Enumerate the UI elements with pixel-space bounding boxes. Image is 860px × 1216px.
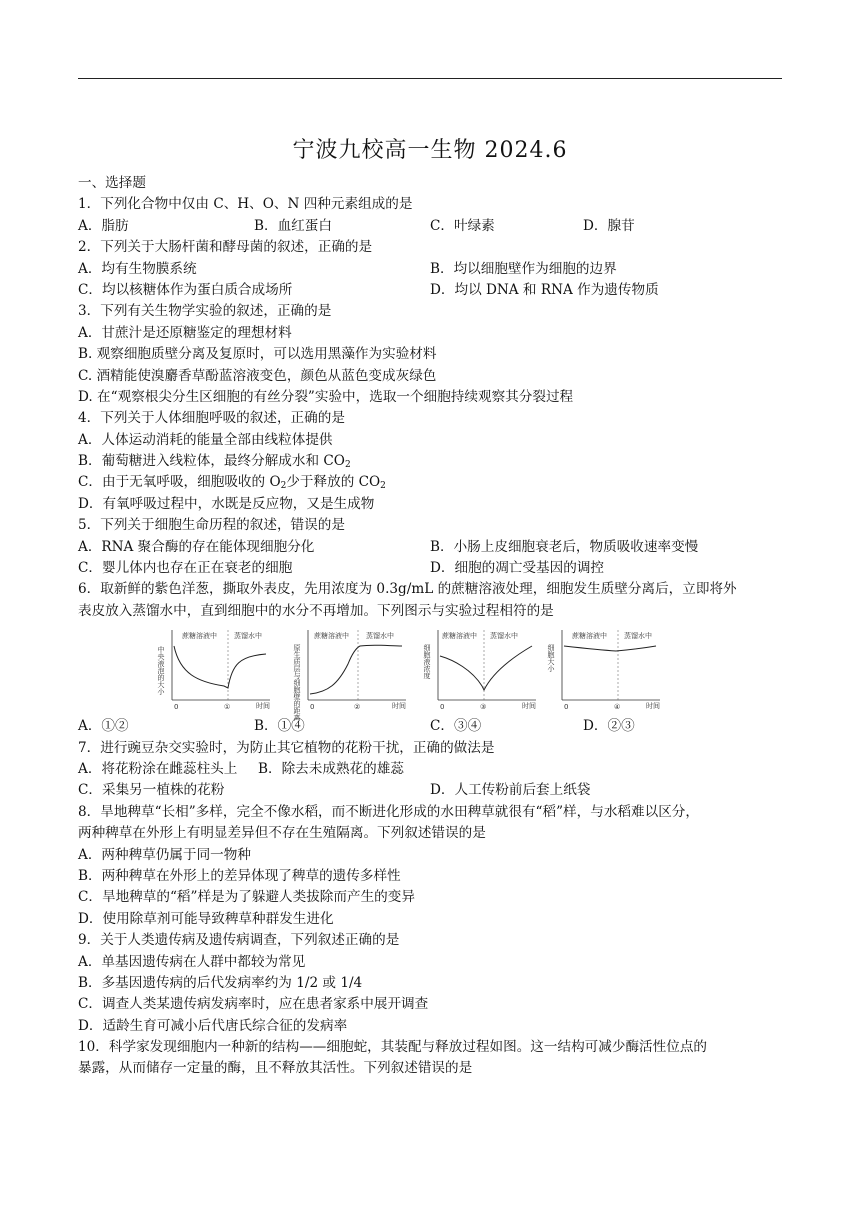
q2-option-d[interactable]: D．均以 DNA 和 RNA 作为遗传物质 (430, 281, 659, 298)
q6-option-a[interactable]: A．①② (78, 718, 129, 735)
q6-stem-line2: 表皮放入蒸馏水中，直到细胞中的水分不再增加。下列图示与实验过程相符的是 (78, 602, 554, 619)
q6-g4-seg1: 蔗糖溶液中 (572, 632, 607, 641)
q6-g4-xlabel: 时间 (646, 702, 660, 711)
page-title: 宁波九校高一生物 2024.6 (292, 138, 568, 163)
q1-option-b[interactable]: B．血红蛋白 (254, 217, 332, 234)
q10-stem-line1: 10．科学家发现细胞内一种新的结构——细胞蛇，其装配与释放过程如图。这一结构可减少酶活性位点的 (78, 1039, 708, 1056)
q6-graph-3-svg (424, 624, 542, 714)
q1-stem: 1．下列化合物中仅由 C、H、O、N 四种元素组成的是 (78, 196, 413, 213)
q2-option-a[interactable]: A．均有生物膜系统 (78, 260, 197, 277)
q4-option-b-sub: 2 (344, 460, 351, 471)
top-rule (78, 78, 782, 79)
q8-option-c[interactable]: C．旱地稗草的“稻”样是为了躲避人类拔除而产生的变异 (78, 889, 415, 906)
q8-option-d[interactable]: D．使用除草剂可能导致稗草种群发生进化 (78, 910, 334, 927)
q8-option-b[interactable]: B．两种稗草在外形上的差异体现了稗草的遗传多样性 (78, 867, 401, 884)
q6-g3-num: ③ (480, 703, 487, 712)
q2-option-b[interactable]: B．均以细胞壁作为细胞的边界 (430, 260, 617, 277)
q3-option-c[interactable]: C. 酒精能使溴麝香草酚蓝溶液变色，颜色从蓝色变成灰绿色 (78, 367, 437, 384)
q4-stem: 4．下列关于人体细胞呼吸的叙述，正确的是 (78, 410, 345, 427)
q6-g4-seg2: 蒸馏水中 (624, 632, 652, 641)
q1-option-a[interactable]: A．脂肪 (78, 217, 129, 234)
q4-option-a[interactable]: A．人体运动消耗的能量全部由线粒体提供 (78, 431, 333, 448)
q3-option-a[interactable]: A．甘蔗汁是还原糖鉴定的理想材料 (78, 324, 292, 341)
q10-stem-line2: 暴露，从而储存一定量的酶，且不释放其活性。下列叙述错误的是 (78, 1060, 473, 1077)
q4-option-d[interactable]: D．有氧呼吸过程中，水既是反应物，又是生成物 (78, 495, 375, 512)
q7-option-d[interactable]: D．人工传粉前后套上纸袋 (430, 782, 591, 799)
q6-g1-seg1: 蔗糖溶液中 (182, 632, 217, 641)
q7-stem: 7．进行豌豆杂交实验时，为防止其它植物的花粉干扰，正确的做法是 (78, 739, 495, 756)
q6-options (78, 716, 784, 737)
q6-g1-origin: 0 (174, 703, 179, 712)
q6-graph-4-svg (548, 624, 666, 714)
q9-option-c[interactable]: C．调查人类某遗传病发病率时，应在患者家系中展开调查 (78, 996, 429, 1013)
q6-g4-ylabel: 细胞大小 (547, 644, 555, 673)
q6-graph-1-svg (158, 624, 276, 714)
q1-options (78, 216, 784, 237)
q9-option-d[interactable]: D．适龄生育可减小后代唐氏综合征的发病率 (78, 1017, 348, 1034)
section-heading: 一、选择题 (78, 175, 146, 191)
q7-option-b[interactable]: B．除去未成熟花的雄蕊 (258, 760, 404, 777)
q5-option-d[interactable]: D．细胞的凋亡受基因的调控 (430, 560, 605, 577)
q3-option-d[interactable]: D. 在“观察根尖分生区细胞的有丝分裂”实验中，选取一个细胞持续观察其分裂过程 (78, 388, 574, 405)
q4-option-b-text: B．葡萄糖进入线粒体，最终分解成水和 CO (78, 453, 345, 470)
q1-option-d[interactable]: D．腺苷 (583, 217, 635, 234)
q7-option-c[interactable]: C．采集另一植株的花粉 (78, 782, 225, 799)
q6-g3-ylabel: 细胞液浓度 (423, 644, 431, 680)
q6-g2-num: ② (354, 703, 361, 712)
q6-option-c[interactable]: C．③④ (430, 718, 482, 735)
q3-option-b[interactable]: B. 观察细胞质壁分离及复原时，可以选用黑藻作为实验材料 (78, 346, 437, 363)
q6-g3-xlabel: 时间 (522, 702, 536, 711)
q6-g2-seg2: 蒸馏水中 (366, 632, 394, 641)
q4-option-c[interactable] (78, 472, 784, 493)
q6-graph-2-svg (293, 624, 412, 722)
q9-option-a[interactable]: A．单基因遗传病在人群中都较为常见 (78, 953, 306, 970)
q4-option-c-text1: C．由于无氧呼吸，细胞吸收的 O (78, 474, 281, 491)
q6-graph-3 (424, 624, 542, 714)
q4-option-c-text2: 少于释放的 CO (286, 474, 381, 491)
q6-g2-xlabel: 时间 (392, 702, 406, 711)
q6-g3-seg1: 蔗糖溶液中 (442, 632, 477, 641)
q6-g4-origin: 0 (564, 703, 569, 712)
q6-g2-ylabel: 原生质层与细胞壁的距离 (293, 644, 301, 722)
q5-option-c[interactable]: C．婴儿体内也存在正在衰老的细胞 (78, 560, 293, 577)
q6-option-d[interactable]: D．②③ (583, 718, 635, 735)
q6-g1-xlabel: 时间 (256, 702, 270, 711)
q6-g3-origin: 0 (440, 703, 445, 712)
q5-option-b[interactable]: B．小肠上皮细胞衰老后，物质吸收速率变慢 (430, 538, 699, 555)
q6-graphs (78, 624, 784, 722)
q9-stem: 9．关于人类遗传病及遗传病调查，下列叙述正确的是 (78, 932, 400, 949)
q1-option-c[interactable]: C．叶绿素 (430, 217, 495, 234)
q7-options-row1 (78, 759, 784, 780)
q5-stem: 5．下列关于细胞生命历程的叙述，错误的是 (78, 517, 345, 534)
q6-g1-ylabel: 中央液泡的大小 (157, 646, 165, 696)
q6-graph-2 (293, 624, 412, 722)
q6-g1-seg2: 蒸馏水中 (234, 632, 262, 641)
q7-options-row2 (78, 780, 784, 801)
q2-option-c[interactable]: C．均以核糖体作为蛋白质合成场所 (78, 281, 293, 298)
q6-g2-seg1: 蔗糖溶液中 (314, 632, 349, 641)
q2-options-row1 (78, 259, 784, 280)
q8-stem-line1: 8．旱地稗草“长相”多样，完全不像水稻，而不断进化形成的水田稗草就很有“稻”样，与水稻难以区分， (78, 803, 699, 820)
q3-stem: 3．下列有关生物学实验的叙述，正确的是 (78, 303, 332, 320)
q5-options-row2 (78, 558, 784, 579)
q2-stem: 2．下列关于大肠杆菌和酵母菌的叙述，正确的是 (78, 239, 373, 256)
q6-g2-origin: 0 (310, 703, 315, 712)
q8-option-a[interactable]: A．两种稗草仍属于同一物种 (78, 846, 251, 863)
q5-option-a[interactable]: A．RNA 聚合酶的存在能体现细胞分化 (78, 538, 315, 555)
q6-g4-num: ④ (614, 703, 621, 712)
q9-option-b[interactable]: B．多基因遗传病的后代发病率约为 1/2 或 1/4 (78, 974, 363, 991)
q6-graph-1 (158, 624, 276, 714)
question-list (78, 173, 784, 1080)
q4-option-c-sub1: 2 (280, 481, 287, 492)
q4-option-b[interactable] (78, 451, 784, 472)
q6-graph-4 (548, 624, 666, 714)
q6-g1-num: ① (224, 703, 231, 712)
q6-stem-line1: 6．取新鲜的紫色洋葱，撕取外表皮，先用浓度为 0.3g/mL 的蔗糖溶液处理，细胞发生质壁分离后，立即将外 (78, 581, 737, 598)
q5-options-row1 (78, 537, 784, 558)
q7-option-a[interactable]: A．将花粉涂在雌蕊柱头上 (78, 760, 238, 777)
q6-option-b[interactable]: B．①④ (254, 718, 305, 735)
q8-stem-line2: 两种稗草在外形上有明显差异但不存在生殖隔离。下列叙述错误的是 (78, 825, 486, 842)
q2-options-row2 (78, 280, 784, 301)
q4-option-c-sub2: 2 (380, 481, 386, 492)
q6-g3-seg2: 蒸馏水中 (490, 632, 518, 641)
